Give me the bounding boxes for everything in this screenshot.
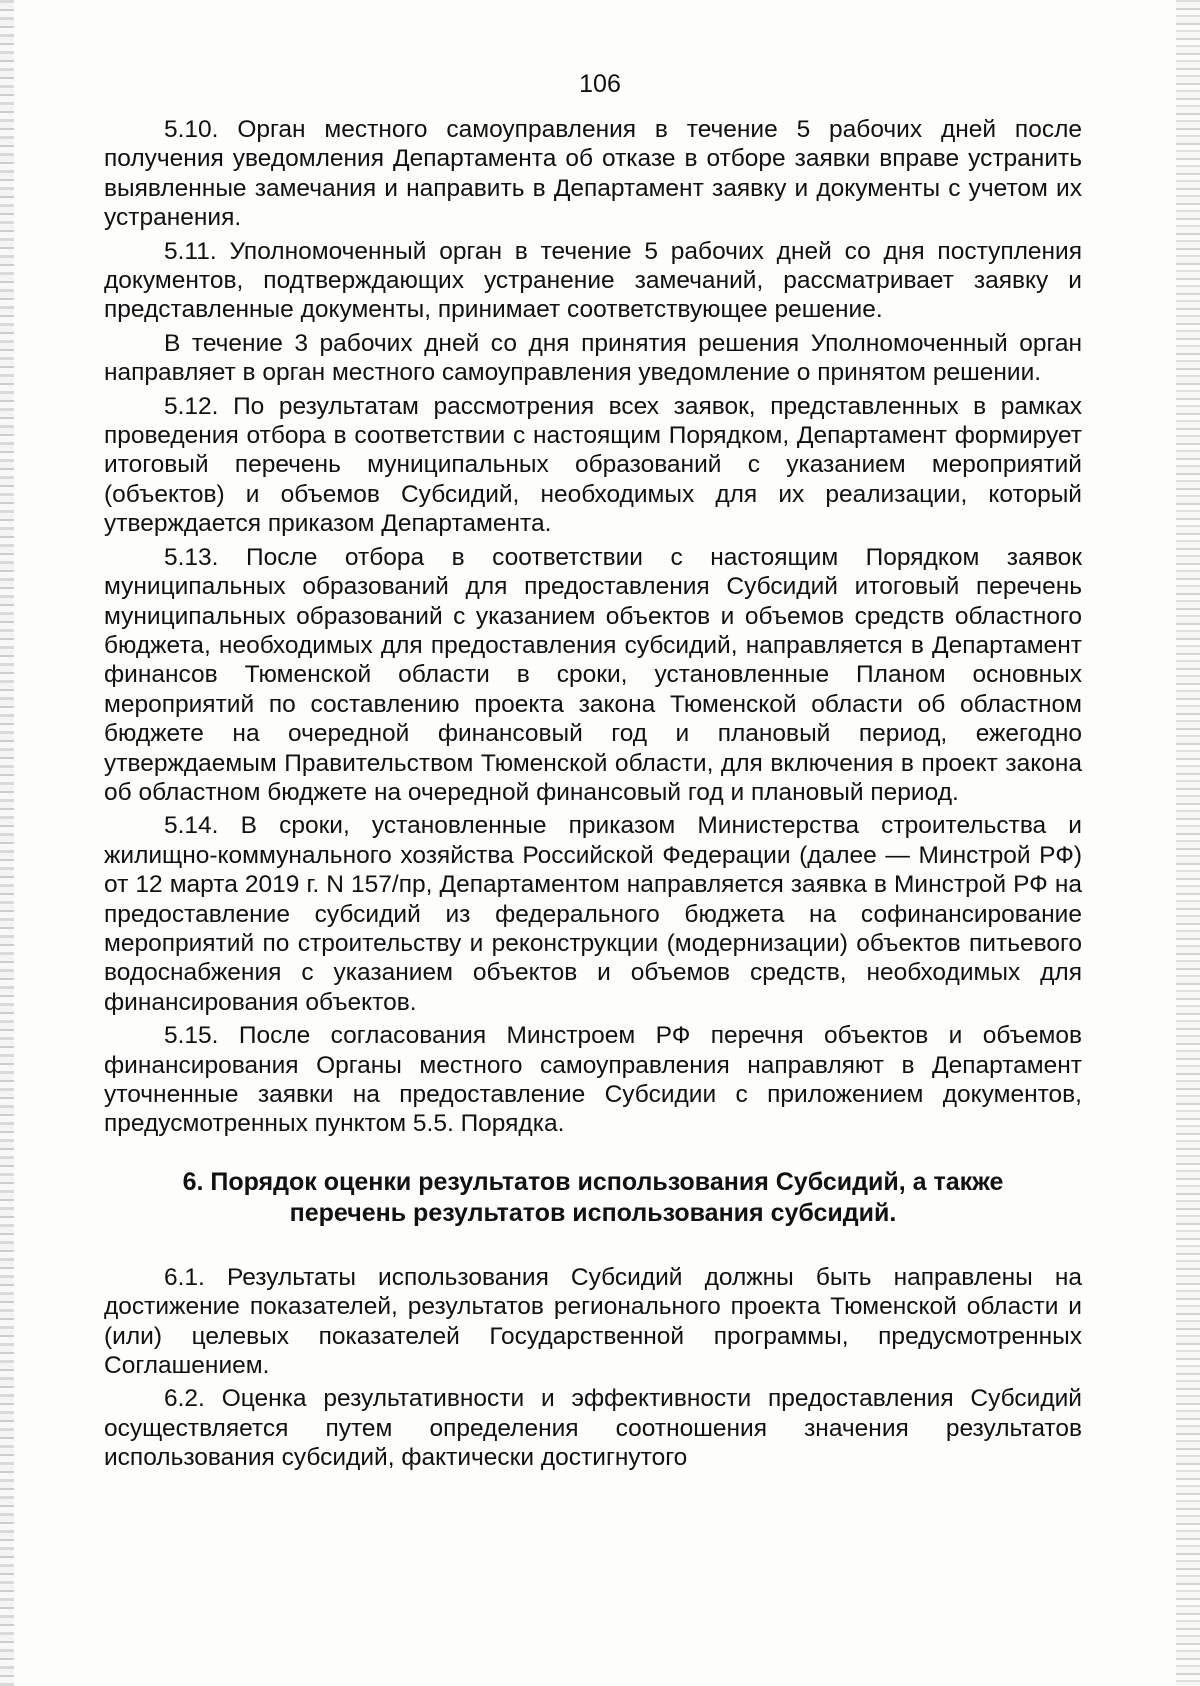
page-number: 106 [579,70,621,98]
paragraph-5-15: 5.15. После согласования Минстроем РФ перечня объектов и объемов финансирования Органы местного самоуправления направляют в Департамент уточненные заявки на предоставление Субсидии с приложением документов, предусмотренных пунктом 5.5. Порядка. [104,1022,1082,1138]
section-heading: 6. Порядок оценки результатов использования Субсидий, а также перечень результатов использования субсидий. [182,1167,1004,1227]
paragraph-5-12: 5.12. По результатам рассмотрения всех заявок, представленных в рамках проведения отбора в соответствии с настоящим Порядком, Департамент формирует итоговый перечень муниципальных образований с указанием мероприятий (объектов) и объемов Субсидий, необходимых для их реализации, который утверждается приказом Департамента. [104,392,1082,538]
paragraph-5-10: 5.10. Орган местного самоуправления в течение 5 рабочих дней после получения уведомления Департамента об отказе в отборе заявки вправе устранить выявленные замечания и направить в Департамент заявку и документы с учетом их устранения. [104,116,1082,232]
paragraph-6-2: 6.2. Оценка результативности и эффективности предоставления Субсидий осуществляется путем определения соотношения значения результатов использования субсидий, фактически достигнутого [104,1385,1082,1472]
paragraph-6-1: 6.1. Результаты использования Субсидий должны быть направлены на достижение показателей, результатов регионального проекта Тюменской области и (или) целевых показателей Государственной программы, предусмотренных Соглашением. [104,1263,1082,1380]
paragraph-5-14: 5.14. В сроки, установленные приказом Министерства строительства и жилищно-коммунального хозяйства Российской Федерации (далее — Минстрой РФ) от 12 марта 2019 г. N 157/пр, Департаментом направляется заявка в Минстрой РФ на предоставление субсидий из федерального бюджета на софинансирование мероприятий по строительству и реконструкции (модернизации) объектов питьевого водоснабжения с указанием объектов и объемов средств, необходимых для финансирования объектов. [104,812,1082,1016]
paragraph-5-11-continued: В течение 3 рабочих дней со дня принятия решения Уполномоченный орган направляет в орган местного самоуправления уведомление о принятом решении. [104,329,1082,387]
scan-edge-right [1176,0,1200,1686]
paragraph-5-11: 5.11. Уполномоченный орган в течение 5 рабочих дней со дня поступления документов, подтверждающих устранение замечаний, рассматривает заявку и представленные документы, принимает соответствующее решение. [104,237,1082,324]
paragraph-5-13: 5.13. После отбора в соответствии с настоящим Порядком заявок муниципальных образований для предоставления Субсидий итоговый перечень муниципальных образований с указанием объектов и объемов средств областного бюджета, необходимых для предоставления субсидий, направляется в Департамент финансов Тюменской области в сроки, установленные Планом основных мероприятий по составлению проекта закона Тюменской области об областном бюджете на очередной финансовый год и плановый период, ежегодно утверждаемым Правительством Тюменской области, для включения в проект закона об областном бюджете на очередной финансовый год и плановый период. [104,543,1082,806]
scan-edge-left [0,0,14,1686]
document-body [104,115,1082,1477]
